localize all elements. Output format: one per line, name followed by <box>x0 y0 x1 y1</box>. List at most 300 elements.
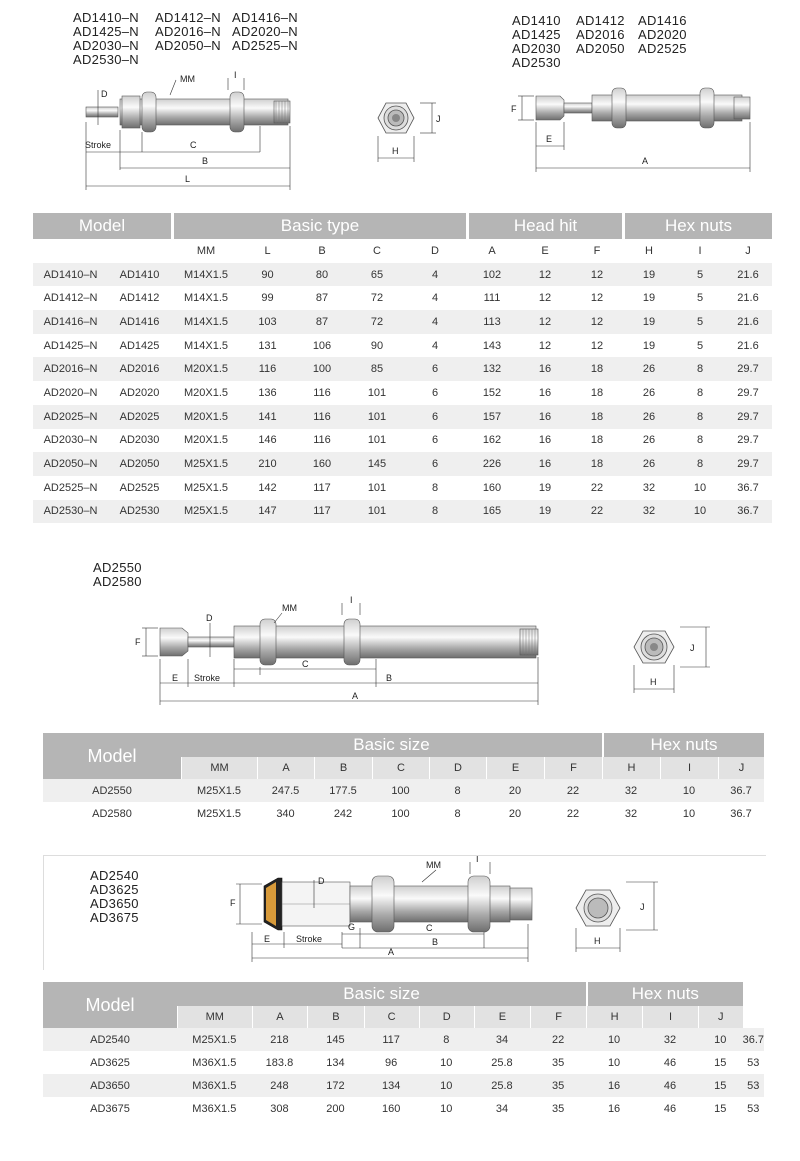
col-j: J <box>724 239 772 263</box>
label-g: G <box>348 922 356 932</box>
table-cell: 5 <box>676 263 724 287</box>
table-cell: 80 <box>294 263 350 287</box>
table-cell: 116 <box>241 357 294 381</box>
model-cell: AD1410–N <box>33 263 108 287</box>
table-cell: 6 <box>431 386 439 399</box>
table-cell: 35 <box>551 1056 565 1069</box>
table-cell: 165 <box>466 500 518 524</box>
table-cell: 218 <box>252 1028 308 1051</box>
table-cell: 65 <box>350 263 404 287</box>
label-mm: MM <box>426 860 441 870</box>
table-cell: 35 <box>551 1102 565 1115</box>
table-cell: 106 <box>312 339 332 352</box>
table-cell: 46 <box>642 1074 698 1097</box>
label-stroke: Stroke <box>85 140 112 150</box>
table-heavy <box>43 982 764 1120</box>
table-cell: AD1412 <box>119 292 160 305</box>
table-cell: 146 <box>258 434 277 447</box>
table-row <box>33 500 772 524</box>
table-cell: M36X1.5 <box>177 1074 252 1097</box>
table-cell: 90 <box>241 263 294 287</box>
table-cell: 12 <box>538 339 552 352</box>
table-cell: 22 <box>530 1028 586 1051</box>
table-cell: 102 <box>466 263 518 287</box>
table-cell: 21.6 <box>724 263 772 287</box>
table-cell: 247.5 <box>257 779 314 802</box>
header-hex-nuts: Hex nuts <box>586 982 742 1006</box>
col-h: H <box>586 1006 642 1028</box>
table-cell: 117 <box>313 481 331 494</box>
table-cell: 308 <box>270 1102 289 1115</box>
table-cell: 210 <box>241 452 294 476</box>
col-a: A <box>257 757 314 779</box>
table-row <box>33 429 772 453</box>
table-cell: 34 <box>495 1102 509 1115</box>
col-mm: MM <box>177 1006 252 1028</box>
table-cell: M14X1.5 <box>171 263 241 287</box>
table-cell: 145 <box>307 1028 363 1051</box>
table-row <box>33 357 772 381</box>
table-cell: 22 <box>544 779 602 802</box>
table-cell: M20X1.5 <box>171 405 241 429</box>
table-cell: 99 <box>261 292 274 305</box>
table-long-stroke <box>43 733 764 825</box>
table-cell: AD2030 <box>119 434 160 447</box>
table-cell: 29.7 <box>724 357 772 381</box>
col-i: I <box>660 757 718 779</box>
col-c: C <box>364 1006 419 1028</box>
model-name: AD1410 <box>512 13 561 28</box>
table-cell: 10 <box>682 807 696 820</box>
col-h: H <box>622 239 676 263</box>
table-cell: 18 <box>572 357 622 381</box>
header-model: Model <box>33 213 171 239</box>
table-cell: 183.8 <box>265 1056 294 1069</box>
model-cell: AD3650 <box>43 1074 177 1097</box>
table-cell: 90 <box>370 339 384 352</box>
table-cell: M36X1.5 <box>192 1056 237 1069</box>
table-cell: 19 <box>622 310 676 334</box>
table-cell: 162 <box>482 434 502 447</box>
label-a: A <box>642 156 649 166</box>
table-cell: 53 <box>747 1102 760 1115</box>
col-a: A <box>252 1006 308 1028</box>
table-cell: 4 <box>404 310 466 334</box>
header-basic-size: Basic size <box>181 733 602 757</box>
table-cell: 12 <box>572 310 622 334</box>
table-cell: AD1410 <box>108 263 171 287</box>
col-d: D <box>419 1006 474 1028</box>
table-cell: 6 <box>404 357 466 381</box>
table-cell: 143 <box>482 339 502 352</box>
table-row <box>33 405 772 429</box>
model-cell: AD2525–N <box>43 481 98 494</box>
table-row <box>33 310 772 334</box>
model-list-standard-series <box>512 14 712 70</box>
table-cell: 8 <box>404 500 466 524</box>
table-cell: 26 <box>622 452 676 476</box>
table-cell: M25X1.5 <box>183 481 229 494</box>
label-f: F <box>230 898 236 908</box>
table-cell: 113 <box>466 310 518 334</box>
model-name: AD2050–N <box>155 38 221 53</box>
table-cell: 134 <box>326 1056 345 1069</box>
table-cell: 226 <box>466 452 518 476</box>
table-cell: 4 <box>431 339 439 352</box>
col-b: B <box>307 1006 363 1028</box>
table-cell: 36.7 <box>730 807 752 820</box>
table-cell: 85 <box>350 357 404 381</box>
table-cell: 12 <box>590 292 604 305</box>
table-cell: 34 <box>474 1028 530 1051</box>
table-cell: 5 <box>696 292 704 305</box>
model-name: AD1425 <box>512 27 561 42</box>
table-cell: 8 <box>696 434 704 447</box>
table-cell: 16 <box>538 434 552 447</box>
table-cell: 16 <box>518 357 572 381</box>
table-cell: 5 <box>696 339 704 352</box>
table-cell: 32 <box>642 1028 698 1051</box>
table-cell: 8 <box>431 481 439 494</box>
table-cell: 6 <box>404 452 466 476</box>
table-cell: 248 <box>252 1074 308 1097</box>
table-row <box>43 1051 764 1074</box>
table-cell: 101 <box>367 386 387 399</box>
table-cell: 18 <box>572 452 622 476</box>
table-cell: M14X1.5 <box>183 292 229 305</box>
table-cell: 87 <box>315 292 329 305</box>
model-name: AD1412 <box>576 13 625 28</box>
table-cell: 10 <box>676 500 724 524</box>
table-cell: 141 <box>241 405 294 429</box>
model-cell: AD3675 <box>90 1102 130 1115</box>
table-cell: 131 <box>258 339 277 352</box>
label-c: C <box>302 659 309 669</box>
label-a: A <box>388 947 395 957</box>
table-row <box>43 802 764 825</box>
table-cell: 10 <box>586 1028 642 1051</box>
table-cell: 96 <box>385 1056 398 1069</box>
table-cell: 340 <box>276 807 295 820</box>
table-cell: 10 <box>607 1056 621 1069</box>
table-cell: M20X1.5 <box>183 434 229 447</box>
table-cell: 72 <box>370 292 384 305</box>
header-model: Model <box>43 982 177 1028</box>
drawing-standard-absorber <box>508 82 758 177</box>
label-f: F <box>511 104 517 114</box>
table-cell: 160 <box>381 1102 401 1115</box>
label-h: H <box>594 936 601 946</box>
table-cell: AD2020 <box>119 386 160 399</box>
table-cell: 53 <box>743 1074 764 1097</box>
col-i: I <box>676 239 724 263</box>
col-d: D <box>429 757 486 779</box>
header-model: Model <box>43 733 181 779</box>
table-cell: 12 <box>518 310 572 334</box>
label-stroke: Stroke <box>296 934 323 944</box>
model-cell: AD2550 <box>43 779 181 802</box>
table-cell: M25X1.5 <box>177 1028 252 1051</box>
table-cell: 160 <box>294 452 350 476</box>
label-a: A <box>352 691 359 701</box>
table-cell: 12 <box>518 263 572 287</box>
table-cell: 8 <box>676 452 724 476</box>
table-row <box>43 779 764 802</box>
drawing-heavy-absorber <box>222 856 542 966</box>
table-cell: 53 <box>747 1056 760 1069</box>
table-cell: 15 <box>714 1102 727 1115</box>
model-cell: AD3625 <box>90 1056 130 1069</box>
model-name: AD2525 <box>638 41 687 56</box>
table-cell: 21.6 <box>737 292 759 305</box>
label-h: H <box>392 146 399 156</box>
table-cell: 132 <box>466 357 518 381</box>
model-name: AD3625 <box>90 882 139 897</box>
table-cell: 10 <box>698 1028 743 1051</box>
col-j: J <box>718 757 764 779</box>
model-cell: AD1412–N <box>43 292 98 305</box>
table-cell: M20X1.5 <box>183 386 229 399</box>
col-b: B <box>294 239 350 263</box>
table-cell: 12 <box>590 339 604 352</box>
table-cell: 29.7 <box>724 405 772 429</box>
label-d: D <box>101 89 108 99</box>
model-name: AD1410–N <box>73 10 139 25</box>
table-cell: 36.7 <box>737 481 759 494</box>
model-cell: AD2540 <box>43 1028 177 1051</box>
table-cell: 6 <box>431 434 439 447</box>
model-name: AD2030–N <box>73 38 139 53</box>
model-name: AD2020 <box>638 27 687 42</box>
drawing-n-type-absorber <box>76 70 306 195</box>
table-cell: 152 <box>482 386 502 399</box>
col-d: D <box>404 239 466 263</box>
table-row <box>33 452 772 476</box>
header-basic-type: Basic type <box>171 213 466 239</box>
label-f: F <box>135 637 141 647</box>
table-cell: 177.5 <box>314 779 372 802</box>
drawing-hex-nut-view-2 <box>628 615 718 695</box>
table-cell: 101 <box>367 434 387 447</box>
table-cell: 18 <box>590 386 604 399</box>
model-name: AD2020–N <box>232 24 298 39</box>
label-b: B <box>386 673 393 683</box>
model-cell: AD2025–N <box>33 405 108 429</box>
table-cell: 16 <box>518 452 572 476</box>
model-name: AD1416 <box>638 13 687 28</box>
table-cell: M14X1.5 <box>183 339 229 352</box>
table-cell: 26 <box>642 434 656 447</box>
table-cell: 8 <box>696 386 704 399</box>
table-cell: 19 <box>538 481 552 494</box>
drawing-hex-nut-view-3 <box>572 872 664 954</box>
model-name: AD3650 <box>90 896 139 911</box>
table-cell: AD2016 <box>108 357 171 381</box>
label-i: I <box>234 70 237 80</box>
model-name: AD1425–N <box>73 24 139 39</box>
model-name: AD2530–N <box>73 52 139 67</box>
table-cell: 100 <box>294 357 350 381</box>
table-cell: 15 <box>698 1074 743 1097</box>
table-cell: 136 <box>258 386 277 399</box>
table-cell: 8 <box>454 807 461 820</box>
table-cell: AD2530 <box>108 500 171 524</box>
model-cell: AD1416–N <box>33 310 108 334</box>
table-row <box>33 286 772 310</box>
model-list-n-series <box>73 11 323 67</box>
label-d: D <box>206 613 213 623</box>
table-cell: 29.7 <box>737 434 759 447</box>
table-cell: 72 <box>350 310 404 334</box>
table-cell: 116 <box>313 386 331 399</box>
col-b: B <box>314 757 372 779</box>
model-name: AD2550 <box>93 560 142 575</box>
col-f: F <box>572 239 622 263</box>
table-cell: 16 <box>607 1102 621 1115</box>
label-mm: MM <box>180 74 195 84</box>
col-mm: MM <box>181 757 257 779</box>
label-i: I <box>476 856 479 864</box>
col-f: F <box>544 757 602 779</box>
table-cell: 36.7 <box>743 1028 764 1051</box>
table-cell: 10 <box>419 1074 474 1097</box>
label-c: C <box>190 140 197 150</box>
col-l: L <box>241 239 294 263</box>
table-row <box>33 334 772 358</box>
table-cell: 19 <box>518 500 572 524</box>
label-stroke: Stroke <box>194 673 221 683</box>
model-name: AD2540 <box>90 868 139 883</box>
model-list-heavy <box>90 869 139 925</box>
model-cell: AD1425–N <box>43 339 98 352</box>
table-cell: 10 <box>693 481 707 494</box>
model-cell: AD2530–N <box>33 500 108 524</box>
header-hex-nuts: Hex nuts <box>602 733 764 757</box>
table-cell: 16 <box>586 1074 642 1097</box>
table-cell: 134 <box>364 1074 419 1097</box>
table-cell: 10 <box>440 1056 453 1069</box>
col-j: J <box>698 1006 743 1028</box>
table-cell: 22 <box>590 481 604 494</box>
table-cell: 8 <box>676 405 724 429</box>
table-cell: 29.7 <box>737 386 759 399</box>
label-j: J <box>690 643 695 653</box>
label-d: D <box>318 876 325 886</box>
table-cell: 21.6 <box>737 339 759 352</box>
label-b: B <box>432 937 439 947</box>
model-cell: AD2016–N <box>33 357 108 381</box>
table-cell: 18 <box>572 405 622 429</box>
table-cell: 18 <box>590 434 604 447</box>
table-cell: 6 <box>404 405 466 429</box>
model-name: AD1412–N <box>155 10 221 25</box>
label-i: I <box>350 595 353 605</box>
label-mm: MM <box>282 603 297 613</box>
col-mm: MM <box>171 239 241 263</box>
table-cell: 20 <box>508 807 522 820</box>
table-cell: 26 <box>622 405 676 429</box>
table-cell: 142 <box>258 481 277 494</box>
table-cell: 101 <box>350 500 404 524</box>
table-cell: 46 <box>663 1056 677 1069</box>
header-hex-nuts: Hex nuts <box>622 213 772 239</box>
table-cell: 16 <box>538 386 552 399</box>
table-cell: 101 <box>350 405 404 429</box>
table-cell: 20 <box>486 779 544 802</box>
col-e: E <box>518 239 572 263</box>
table-row <box>33 476 772 500</box>
table-cell: 200 <box>326 1102 345 1115</box>
table-cell: 19 <box>642 339 656 352</box>
table-cell: 116 <box>294 405 350 429</box>
label-e: E <box>172 673 179 683</box>
table-cell: 29.7 <box>724 452 772 476</box>
col-e: E <box>474 1006 530 1028</box>
table-cell: 36.7 <box>718 779 764 802</box>
table-cell: 32 <box>642 481 656 494</box>
table-cell: M25X1.5 <box>196 807 242 820</box>
header-basic-size: Basic size <box>177 982 586 1006</box>
table-cell: AD1425 <box>119 339 160 352</box>
table-cell: 12 <box>572 263 622 287</box>
table-cell: 116 <box>313 434 331 447</box>
model-cell: AD2020–N <box>43 386 98 399</box>
model-cell: AD2580 <box>92 807 132 820</box>
table-cell: AD2025 <box>108 405 171 429</box>
table-cell: 25.8 <box>491 1056 513 1069</box>
label-j: J <box>640 902 645 912</box>
table-cell: 10 <box>660 779 718 802</box>
model-name: AD2530 <box>512 55 561 70</box>
table-cell: 25.8 <box>474 1074 530 1097</box>
label-e: E <box>264 934 271 944</box>
table-cell: 117 <box>364 1028 419 1051</box>
table-cell: 172 <box>307 1074 363 1097</box>
col-f: F <box>530 1006 586 1028</box>
col-e: E <box>486 757 544 779</box>
table-cell: 100 <box>391 807 410 820</box>
table-row <box>43 1074 764 1097</box>
col-i: I <box>642 1006 698 1028</box>
table-cell: AD2050 <box>108 452 171 476</box>
model-name: AD2050 <box>576 41 625 56</box>
table-cell: 117 <box>294 500 350 524</box>
table-cell: 22 <box>566 807 580 820</box>
table-cell: 4 <box>404 263 466 287</box>
table-cell: 242 <box>333 807 353 820</box>
table-cell: M20X1.5 <box>171 357 241 381</box>
label-c: C <box>426 923 433 933</box>
label-h: H <box>650 677 657 687</box>
model-name: AD3675 <box>90 910 139 925</box>
table-cell: M36X1.5 <box>192 1102 237 1115</box>
model-name: AD2580 <box>93 574 142 589</box>
table-cell: 10 <box>440 1102 453 1115</box>
table-cell: 32 <box>602 779 660 802</box>
model-name: AD2016–N <box>155 24 221 39</box>
table-cell: M25X1.5 <box>171 500 241 524</box>
model-cell: AD2030–N <box>43 434 98 447</box>
table-cell: 4 <box>431 292 439 305</box>
table-row <box>43 1097 764 1120</box>
table-cell: AD1416 <box>108 310 171 334</box>
label-e: E <box>546 134 553 144</box>
table-cell: AD2525 <box>119 481 160 494</box>
table-cell: 5 <box>676 310 724 334</box>
table-cell: 147 <box>241 500 294 524</box>
col-a: A <box>466 239 518 263</box>
table-cell: 8 <box>419 1028 474 1051</box>
